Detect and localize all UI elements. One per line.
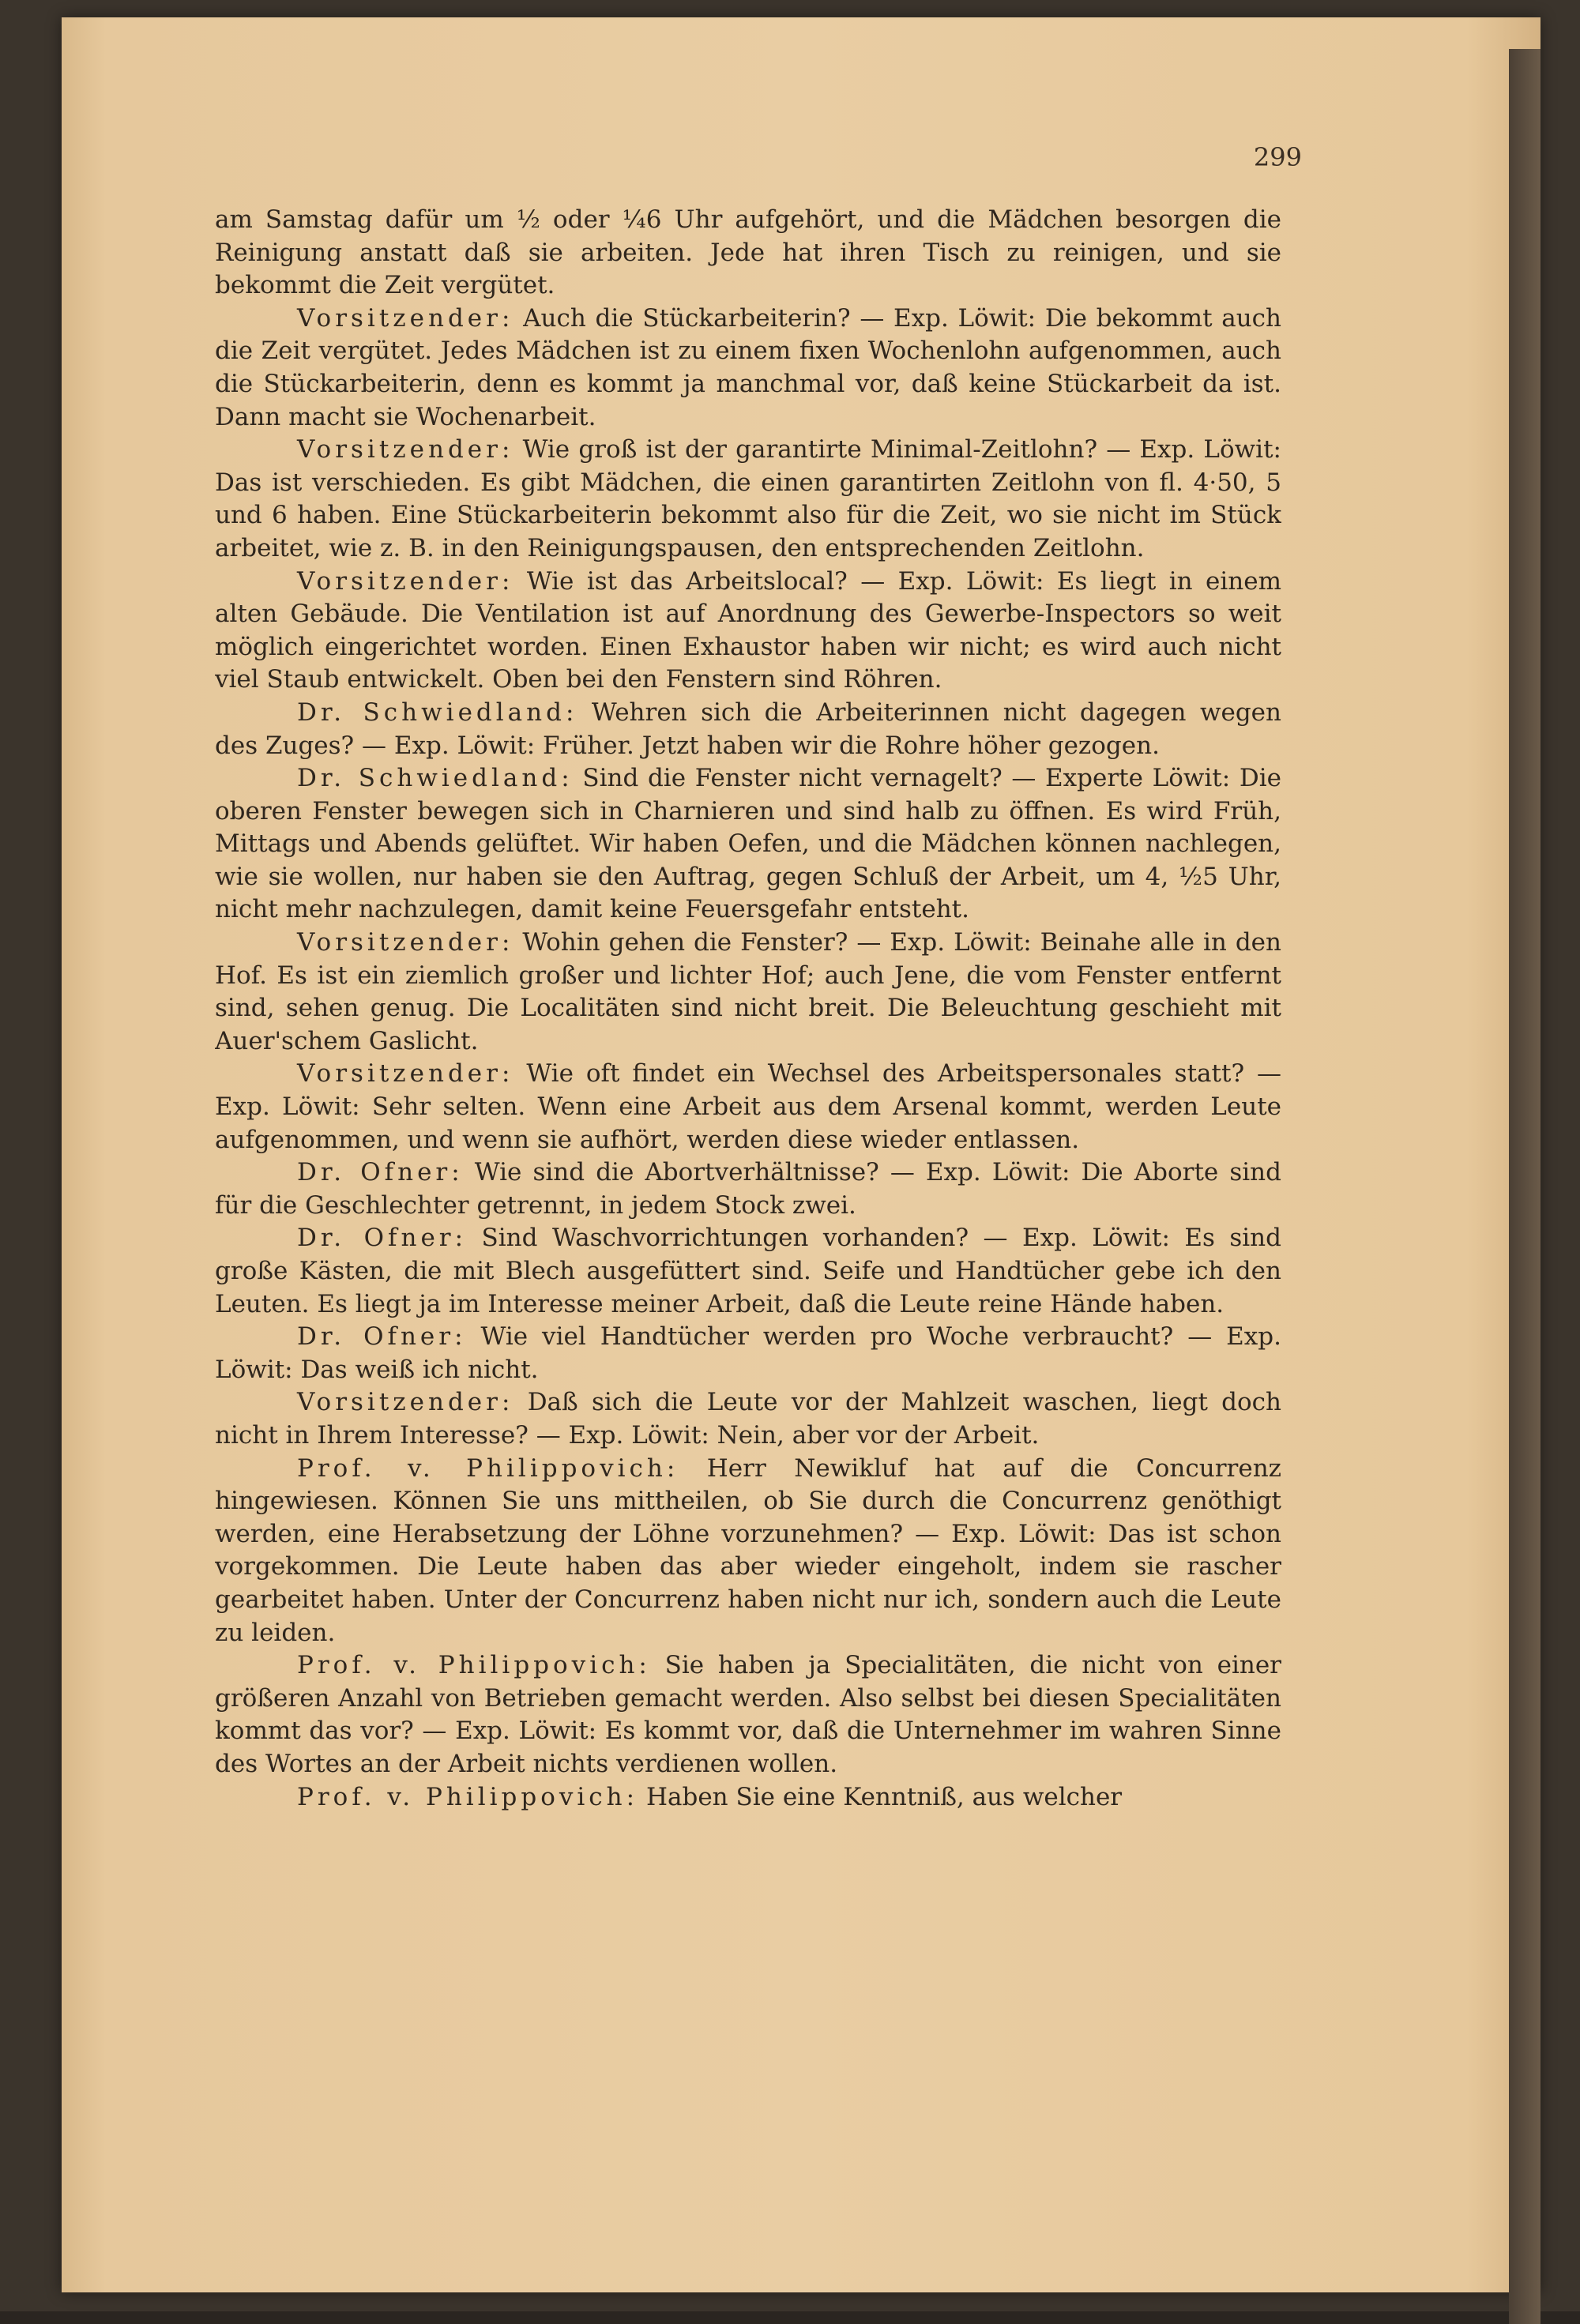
speaker-label: Dr. Ofner: <box>297 1322 467 1352</box>
paragraph <box>215 1649 1281 1781</box>
paragraph <box>215 1386 1281 1452</box>
paragraph-text: Wie groß ist der garantirte Minimal-Zeitlohn? — Exp. Löwit: Das ist verschieden. Es gibt Mädchen, die einen garantirten Zeitlohn von fl. 4·50, 5 und 6 haben. Eine Stückarbeiterin bekommt also für die Zeit, wo sie nicht im Stück arbeitet, wie z. B. in den Reinigungspausen, den entsprechenden Zeitlohn. <box>215 435 1281 562</box>
paragraph-text: Daß sich die Leute vor der Mahlzeit waschen, liegt doch nicht in Ihrem Interesse? — Exp. Löwit: Nein, aber vor der Arbeit. <box>215 1388 1281 1450</box>
speaker-label: Vorsitzender: <box>297 928 514 957</box>
paragraph <box>215 762 1281 927</box>
paragraph-text: Wie sind die Abortverhältnisse? — Exp. Löwit: Die Aborte sind für die Geschlechter getrennt, in jedem Stock zwei. <box>215 1158 1281 1220</box>
paragraph <box>215 566 1281 697</box>
speaker-label: Dr. Schwiedland: <box>297 698 578 727</box>
paragraph <box>215 204 1281 303</box>
paragraph <box>215 1156 1281 1222</box>
paragraph <box>215 1321 1281 1386</box>
paragraph <box>215 1453 1281 1650</box>
speaker-label: Prof. v. Philippovich: <box>297 1651 651 1680</box>
paragraph-text: Wie viel Handtücher werden pro Woche verbraucht? — Exp. Löwit: Das weiß ich nicht. <box>215 1322 1281 1384</box>
speaker-label: Vorsitzender: <box>297 1388 514 1417</box>
paragraph-text: Wohin gehen die Fenster? — Exp. Löwit: Beinahe alle in den Hof. Es ist ein ziemlich großer und lichter Hof; auch Jene, die vom Fenster entfernt sind, sehen genug. Die Localitäten sind nicht breit. Die Beleuchtung geschieht mit Auer'schem Gaslicht. <box>215 928 1281 1055</box>
body-text <box>215 204 1281 2258</box>
speaker-label: Dr. Schwiedland: <box>297 764 574 793</box>
paragraph <box>215 1222 1281 1321</box>
page-number: 299 <box>1253 142 1302 172</box>
paragraph-text: am Samstag dafür um ½ oder ¼6 Uhr aufgehört, und die Mädchen besorgen die Reinigung anstatt daß sie arbeiten. Jede hat ihren Tisch zu reinigen, und sie bekommt die Zeit vergütet. <box>215 205 1281 300</box>
speaker-label: Vorsitzender: <box>297 566 514 596</box>
paragraph <box>215 1781 1281 1814</box>
paragraph-text: Wie ist das Arbeitslocal? — Exp. Löwit: Es liegt in einem alten Gebäude. Die Ventilation ist auf Anordnung des Gewerbe-Inspectors so weit möglich eingerichtet worden. Einen Exhaustor haben wir nicht; es wird auch nicht viel Staub entwickelt. Oben bei den Fenstern sind Röhren. <box>215 566 1281 694</box>
speaker-label: Vorsitzender: <box>297 435 514 464</box>
paragraph-text: Wehren sich die Arbeiterinnen nicht dagegen wegen des Zuges? — Exp. Löwit: Früher. Jetzt haben wir die Rohre höher gezogen. <box>215 698 1281 760</box>
paragraph-text: Wie oft findet ein Wechsel des Arbeitspersonales statt? — Exp. Löwit: Sehr selten. Wenn eine Arbeit aus dem Arsenal kommt, werden Leute aufgenommen, und wenn sie aufhört, werden diese wieder entlassen. <box>215 1059 1281 1154</box>
paragraph-text: Herr Newikluf hat auf die Concurrenz hingewiesen. Können Sie uns mittheilen, ob Sie durch die Concurrenz genöthigt werden, eine Herabsetzung der Löhne vorzunehmen? — Exp. Löwit: Das ist schon vorgekommen. Die Leute haben das aber wieder eingeholt, indem sie rascher gearbeitet haben. Unter der Concurrenz haben nicht nur ich, sondern auch die Leute zu leiden. <box>215 1453 1281 1647</box>
paragraph-text: Haben Sie eine Kenntniß, aus welcher <box>645 1782 1123 1811</box>
paragraph <box>215 927 1281 1058</box>
paragraph <box>215 434 1281 565</box>
paragraph <box>215 697 1281 762</box>
paragraph <box>215 1058 1281 1156</box>
speaker-label: Dr. Ofner: <box>297 1224 468 1253</box>
paragraph-text: Sie haben ja Specialitäten, die nicht von einer größeren Anzahl von Betrieben gemacht werden. Also selbst bei diesen Specialitäten kommt das vor? — Exp. Löwit: Es kommt vor, daß die Unternehmer im wahren Sinne des Wortes an der Arbeit nichts verdienen wollen. <box>215 1651 1281 1778</box>
speaker-label: Vorsitzender: <box>297 303 514 333</box>
paragraph-text: Auch die Stückarbeiterin? — Exp. Löwit: Die bekommt auch die Zeit vergütet. Jedes Mädchen ist zu einem fixen Wochenlohn aufgenommen, auch die Stückarbeiterin, denn es kommt ja manchmal vor, daß keine Stückarbeit da ist. Dann macht sie Wochenarbeit. <box>215 303 1281 431</box>
speaker-label: Prof. v. Philippovich: <box>297 1782 639 1811</box>
speaker-label: Vorsitzender: <box>297 1059 514 1089</box>
speaker-label: Dr. Ofner: <box>297 1158 464 1187</box>
paragraph-text: Sind die Fenster nicht vernagelt? — Experte Löwit: Die oberen Fenster bewegen sich in Charnieren und sind halb zu öffnen. Es wird Früh, Mittags und Abends gelüftet. Wir haben Oefen, und die Mädchen können nachlegen, wie sie wollen, nur haben sie den Auftrag, gegen Schluß der Arbeit, um 4, ½5 Uhr, nicht mehr nachzulegen, damit keine Feuersgefahr entsteht. <box>215 764 1281 924</box>
speaker-label: Prof. v. Philippovich: <box>297 1453 679 1483</box>
paragraph <box>215 303 1281 434</box>
paragraph-text: Sind Waschvorrichtungen vorhanden? — Exp. Löwit: Es sind große Kästen, die mit Blech ausgefüttert sind. Seife und Handtücher gebe ich den Leuten. Es liegt ja im Interesse meiner Arbeit, daß die Leute reine Hände haben. <box>215 1224 1281 1318</box>
page-edge <box>1509 49 1540 2324</box>
